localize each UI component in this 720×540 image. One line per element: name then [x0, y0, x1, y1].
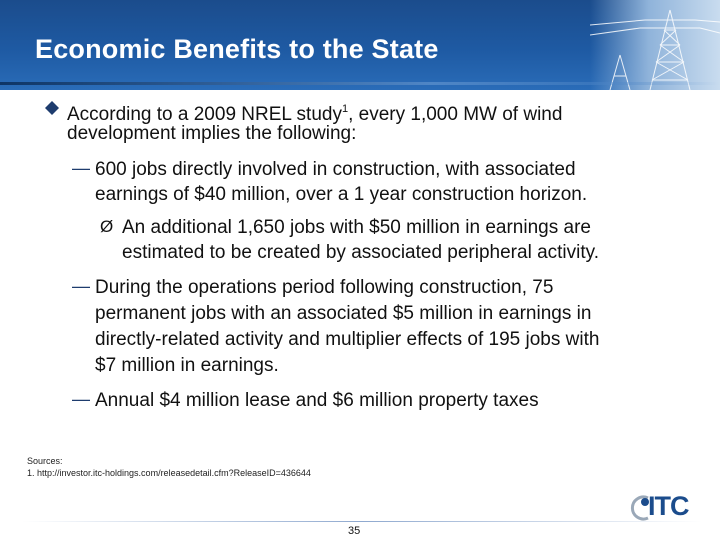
logo-wordmark: ITC — [648, 491, 689, 521]
subbullet-2-line-3: directly-related activity and multiplier effects of 195 jobs with — [95, 329, 600, 350]
subbullet-2-line-4: $7 million in earnings. — [95, 355, 279, 376]
sources-note — [27, 455, 311, 479]
dash-bullet-icon: — — [72, 389, 90, 409]
title-underline — [0, 82, 720, 85]
arrow-bullet-icon: Ø — [100, 217, 114, 236]
footer-divider — [22, 521, 702, 522]
main-bullet-line-1: According to a 2009 NREL study$^1$, every 1,000 MW of wind — [67, 103, 563, 125]
subsubbullet-line-2: estimated to be created by associated peripheral activity. — [122, 242, 600, 263]
subbullet-2-line-2: permanent jobs with an associated $5 million in earnings in — [95, 303, 592, 324]
subsubbullet-line-1: An additional 1,650 jobs with $50 million in earnings are — [122, 217, 591, 238]
slide-title: Economic Benefits to the State — [35, 34, 439, 64]
subbullet-3-line-1: Annual $4 million lease and $6 million property taxes — [95, 390, 539, 411]
diamond-bullet-icon — [44, 100, 60, 116]
subbullet-1-line-2: earnings of $40 million, over a 1 year construction horizon. — [95, 184, 588, 205]
sources-label: Sources: — [27, 456, 63, 466]
dash-bullet-icon: — — [72, 158, 90, 178]
main-bullet-line-2: development implies the following: — [67, 123, 357, 144]
itc-logo — [626, 491, 706, 522]
dash-bullet-icon: — — [72, 276, 90, 296]
itc-logo-icon — [626, 494, 650, 522]
source-item-1: 1. http://investor.itc-holdings.com/releasedetail.cfm?ReleaseID=436644 — [27, 468, 311, 478]
page-number: 35 — [348, 525, 361, 537]
transmission-tower-photo — [590, 0, 720, 90]
subbullet-1-line-1: 600 jobs directly involved in construction, with associated — [95, 159, 576, 180]
subbullet-2-line-1: During the operations period following construction, 75 — [95, 277, 554, 298]
title-bar — [0, 0, 720, 90]
